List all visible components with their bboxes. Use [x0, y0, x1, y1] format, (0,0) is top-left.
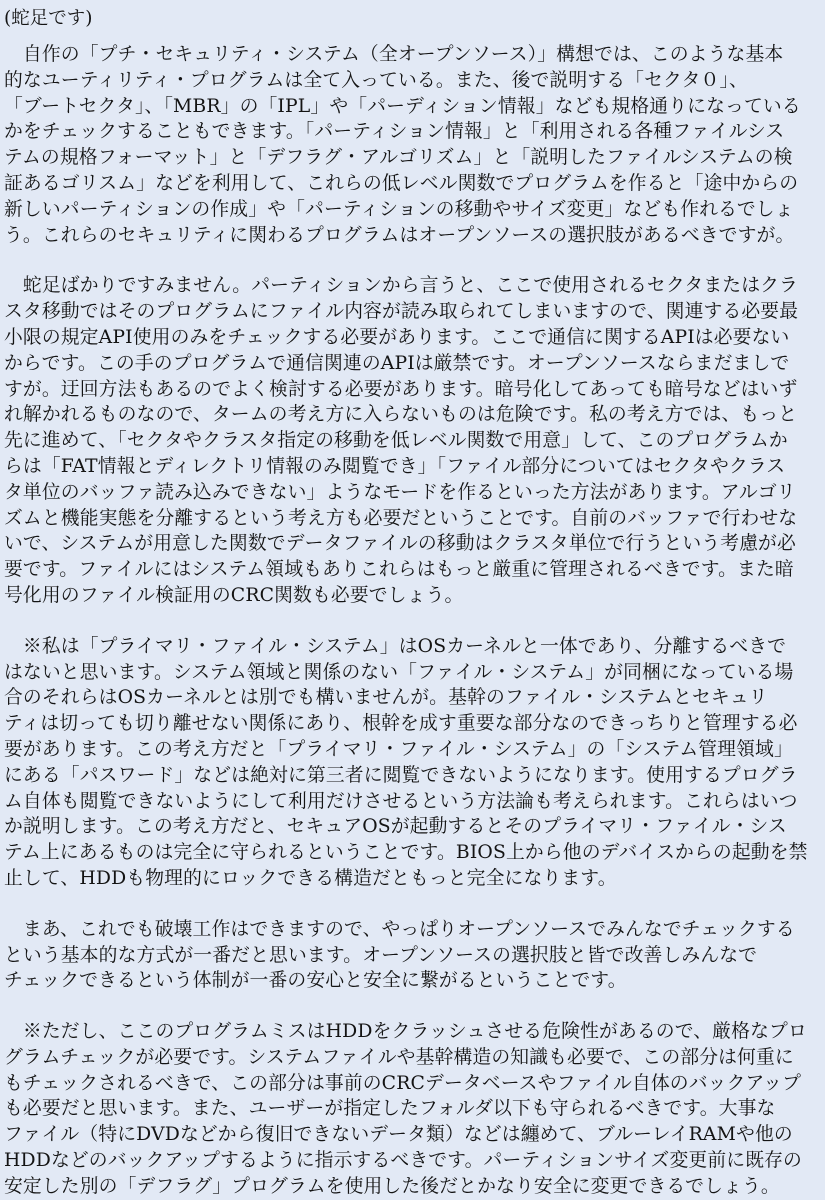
text-line: 小限の規定API使用のみをチェックする必要があります。ここで通信に関するAPIは必要ない [4, 326, 790, 348]
text-line: すが。迂回方法もあるのでよく検討する必要があります。暗号化してあっても暗号などはいず [4, 378, 798, 400]
text-line: スタ移動ではそのプログラムにファイル内容が読み取られてしまいますので、関連する必要最 [4, 301, 799, 323]
text-line: 的なユーティリティ・プログラムは全て入っている。また、後で説明する「セクタ０」、 [4, 69, 748, 91]
text-line: 安定した別の「デフラグ」プログラムを使用した後だとかなり安全に変更できるでしょう。 [4, 1175, 780, 1197]
text-line: ティは切っても切り離せない関係にあり、根幹を成す重要な部分なのできっちりと管理する必 [4, 713, 798, 735]
text-line: 要です。ファイルにはシステム領域もありこれらはもっと厳重に管理されるべきです。また暗 [4, 559, 794, 581]
text-line: ファイル（特にDVDなどから復旧できないデータ類）などは纏めて、ブルーレイRAMや他の [4, 1124, 793, 1146]
paragraph-gap [4, 248, 819, 273]
text-line: かをチェックすることもできます。「パーティション情報」と「利用される各種ファイルシス [4, 121, 785, 143]
text-line: はないと思います。システム領域と関係のない「ファイル・システム」が同梱になっている場 [4, 661, 794, 683]
text-line: 「ブートセクタ」、「MBR」の「IPL」や「パーディション情報」なども規格通りになっている [4, 95, 801, 117]
text-line: テムの規格フォーマット」と「デフラグ・アルゴリズム」と「説明したファイルシステムの検 [4, 147, 793, 169]
text-line: いで、システムが用意した関数でデータファイルの移動はクラスタ単位で行うという考慮が必 [4, 533, 796, 555]
text-line: にある「パスワード」などは絶対に第三者に閲覧できないようになります。使用するプログラ [4, 764, 798, 786]
text-line: らは「FAT情報とディレクトリ情報のみ閲覧でき」「ファイル部分についてはセクタやクラス [4, 455, 786, 477]
text-line: 証あるゴリスム」などを利用して、これらの低レベル関数でプログラムを作ると「途中からの [4, 172, 799, 194]
paragraph-partition-api [4, 273, 819, 608]
text-line: 合のそれらはOSカーネルとは別でも構いませんが。基幹のファイル・システムとセキュリ [4, 687, 768, 709]
paragraph-utility-programs [4, 42, 819, 248]
paragraph-open-source-check [4, 917, 819, 994]
text-line: テム上にあるものは完全に守られるということです。BIOS上から他のデバイスからの起動を禁 [4, 842, 808, 864]
text-line: ム自体も閲覧できないようにして利用だけさせるという方法論も考えられます。これらはいつ [4, 790, 798, 812]
paragraph-gap [4, 609, 819, 634]
text-line: 新しいパーティションの作成」や「パーティションの移動やサイズ変更」なども作れるでしょ [4, 198, 794, 220]
text-line: 号化用のファイル検証用のCRC関数も必要でしょう。 [4, 584, 464, 606]
text-line: 先に進めて、「セクタやクラスタ指定の移動を低レベル関数で用意」して、このプログラムか [4, 430, 788, 452]
text-line: チェックできるという体制が一番の安心と安全に繋がるということです。 [4, 970, 627, 992]
text-line: タ単位のバッファ読み込みできない」ようなモードを作るといった方法があります。アルゴリ [4, 481, 796, 503]
text-line: 止して、HDDも物理的にロックできる構造だともっと完全になります。 [4, 867, 617, 889]
text-line: 自作の「プチ・セキュリティ・システム（全オープンソース）」構想では、このような基本 [4, 44, 784, 65]
text-line: もチェックされるべきで、この部分は事前のCRCデータベースやファイル自体のバックアップ [4, 1072, 802, 1094]
text-line: からです。この手のプログラムで通信関連のAPIは厳禁です。オープンソースならまだましで [4, 352, 790, 374]
text-line: ズムと機能実態を分離するという考え方も必要だということです。自前のバッファで行わせな [4, 507, 798, 529]
text-line: ※私は「プライマリ・ファイル・システム」はOSカーネルと一体であり、分離するべきで [4, 635, 787, 657]
paragraph-gap [4, 994, 819, 1019]
text-line: HDDなどのバックアップするように指示するべきです。パーティションサイズ変更前に既存の [4, 1150, 802, 1172]
text-line: グラムチェックが必要です。システムファイルや基幹構造の知識も必要で、この部分は何重に [4, 1046, 794, 1068]
paragraph-primary-file-system [4, 634, 819, 892]
text-line: 要があります。この考え方だと「プライマリ・ファイル・システム」の「システム管理領域」 [4, 738, 793, 760]
text-line: ※ただし、ここのプログラムミスはHDDをクラッシュさせる危険性があるので、厳格なプロ [4, 1021, 807, 1043]
text-line: う。これらのセキュリティに関わるプログラムはオープンソースの選択肢があるべきですが。 [4, 224, 795, 246]
text-line: も必要だと思います。また、ユーザーが指定したフォルダ以下も守られるべきです。大事な [4, 1098, 776, 1120]
paragraph-gap [4, 892, 819, 917]
text-line: か説明します。この考え方だと、セキュアOSが起動するとそのプライマリ・ファイル・シス [4, 816, 787, 838]
paragraph-backup-warning [4, 1019, 819, 1200]
document-heading: (蛇足です) [4, 8, 93, 29]
text-line: という基本的な方式が一番だと思います。オープンソースの選択肢と皆で改善しみんなで [4, 944, 758, 966]
text-line: れ解かれるものなので、タームの考え方に入らないものは危険です。私の考え方では、もっと [4, 404, 798, 426]
text-line: 蛇足ばかりですみません。パーティションから言うと、ここで使用されるセクタまたはクラ [4, 275, 798, 297]
text-line: まあ、これでも破壊工作はできますので、やっぱりオープンソースでみんなでチェックする [4, 918, 795, 940]
